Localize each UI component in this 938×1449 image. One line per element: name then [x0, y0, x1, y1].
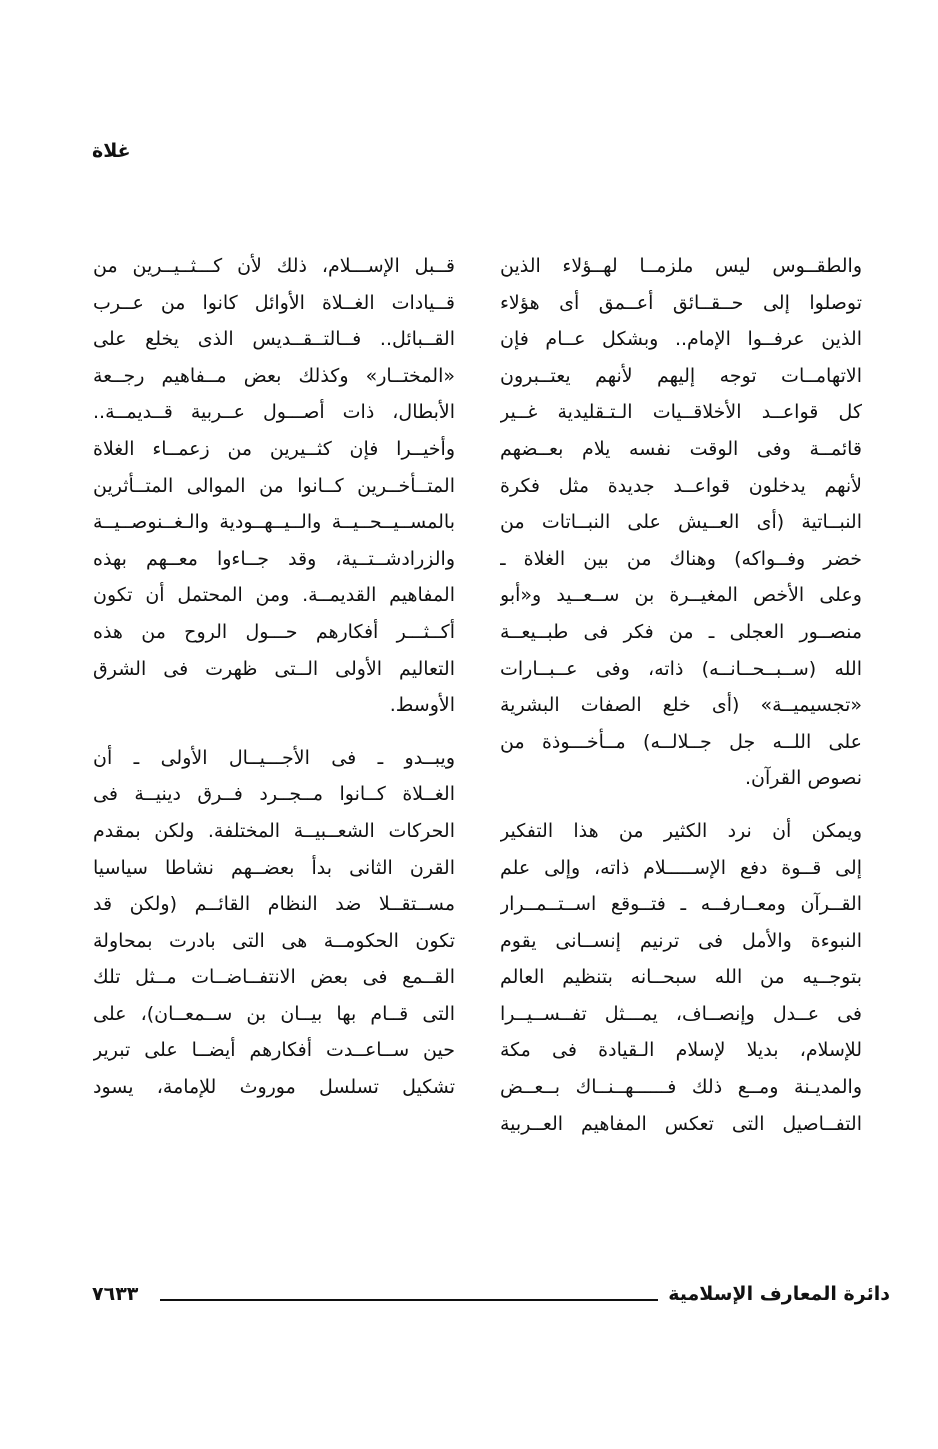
- text-line: لأنهم يدخلون قواعــد جديدة مثل فكرة: [500, 474, 862, 497]
- text-line: الأوسط.: [389, 694, 455, 717]
- text-line: والمديـنة ومــع ذلك فــــــهــنــاك بــعــض: [500, 1076, 862, 1099]
- text-line: الأبطال، ذات أصـــول عــربية قــديمــة..: [93, 401, 455, 424]
- text-line: القــبائل.. فــالتــقــديس الذى يخلع على: [93, 328, 455, 351]
- text-line: فى عــدل وإنصــاف، يمـــثل تفــســيــرا: [500, 1002, 862, 1025]
- text-line: الذين عرفــوا الإمام.. وبشكل عــام فإن: [500, 328, 862, 351]
- text-line: والزرادشــتــية، وقد جــاءوا معــهم بهذه: [93, 547, 455, 570]
- running-title: غلاة: [92, 140, 131, 162]
- paragraph: [500, 813, 862, 1142]
- paragraph: [93, 740, 455, 1106]
- paragraph-gap: [93, 724, 455, 740]
- text-line: بتوجــيه من الله سبحــانه بتنظيم العالم: [500, 966, 862, 989]
- text-line: خضر وفــواكه) وهناك من بين الغلاة ـ: [500, 547, 862, 570]
- text-line: إلى قــوة دفع الإســـــلام ذاته، وإلى علم: [500, 856, 862, 879]
- text-line: كل قواعــد الأخلاقــيات الـتـقليدية غــير: [500, 401, 862, 424]
- text-line: قائمــة وفى الوقت نفسه يلام بعــضهم: [500, 437, 862, 460]
- text-line: للإسلام، بديلا لإسلام الـقيادة فى مكة: [500, 1039, 862, 1062]
- text-line: منصــور العجلى ـ من فكر فى طبــيعــة: [500, 620, 862, 643]
- text-line: حين ســاعــدت أفكارهم أيضــا على تبرير: [93, 1039, 455, 1062]
- text-line: توصلوا إلى حــقــائق أعــمق أى هؤلاء: [500, 291, 862, 314]
- page-footer: [92, 1283, 890, 1313]
- text-line: وعلى الأخص المغيــرة بن ســعــيد و«أبو: [500, 584, 862, 607]
- text-line: وأخيــرا فإن كثــيرين من زعمــاء الغلاة: [93, 437, 455, 460]
- text-line: الغــلاة كــانوا مــجــرد فــرق دينيــة فى: [93, 783, 455, 806]
- running-header: [92, 140, 131, 162]
- text-line: بالمســيــحــيــة والــيــهــودية والـغــنوصــيــة: [93, 511, 455, 534]
- text-line: التفــاصيل التى تعكس المفاهيم العــربية: [500, 1112, 862, 1135]
- text-line: مســتقــلا ضد النظام القائــم (ولكن قد: [93, 893, 455, 916]
- text-line: قــيادات الغــلاة الأوائل كانوا من عــرب: [93, 291, 455, 314]
- text-line: التعاليم الأولى الــتى ظهرت فى الشرق: [93, 657, 455, 680]
- text-line: تكون الحكومــة هى التى بادرت بمحاولة: [93, 929, 455, 952]
- text-line: القــمع فى بعض الانتفــاضــات مــثل تلك: [93, 966, 455, 989]
- text-line: نصوص القرآن.: [744, 767, 862, 790]
- text-line: على اللــه جل جــلالــه) مــأخـــوذة من: [500, 730, 862, 753]
- text-line: التى قــام بها بيــان بن ســمعــان)، على: [93, 1002, 455, 1025]
- publication-title: دائرة المعارف الإسلامية: [668, 1283, 890, 1305]
- text-line: قــبل الإســـلام، ذلك لأن كـــثــيــرين من: [93, 255, 455, 277]
- paragraph: [500, 248, 862, 797]
- text-line: أكــثـــر أفكارهم حـــول الروح من هذه: [93, 620, 455, 643]
- text-line: المفاهيم القديمــة. ومن المحتمل أن تكون: [93, 584, 455, 607]
- paragraph-gap: [500, 797, 862, 813]
- text-line: والطقــوس ليس ملزمــا لهــؤلاء الذين: [500, 255, 862, 277]
- paragraph: [93, 248, 455, 724]
- text-line: ويبــدو ـ فى الأجـــيــال الأولى ـ أن: [93, 746, 455, 769]
- text-line: ويمكن أن نرد الكثير من هذا التفكير: [500, 819, 862, 842]
- text-line: المتــأخــرين كــانوا من الموالى المتــأثرين: [93, 474, 455, 497]
- text-line: النبوءة والأمل فى ترنيم إنســانى يقوم: [500, 929, 862, 952]
- text-column-left: [93, 248, 455, 1106]
- text-line: القرن الثانى بدأ بعضــهم نشاطا سياسيا: [93, 856, 455, 879]
- page-number: ٧٦٣٣: [92, 1283, 139, 1305]
- footer-divider: [160, 1299, 658, 1301]
- text-line: تشكيل تسلسل موروث للإمامة، يسود: [93, 1076, 455, 1099]
- text-line: «المختــار» وكذلك بعض مــفاهيم رجــعة: [93, 364, 455, 387]
- text-line: الاتهامــات توجه إليهم لأنهم يعتــبرون: [500, 364, 862, 387]
- text-line: القــرآن ومعــارفــه ـ فتــوقع اســتــمــرار: [500, 893, 862, 916]
- text-line: «تجسيميــة» (أى خلع الصفات البشرية: [500, 694, 862, 717]
- text-line: الله (ســبــحــانــه) ذاته، وفى عــبــارات: [500, 657, 862, 680]
- text-column-right: [500, 248, 862, 1142]
- text-line: النبــاتية (أى العــيش على النبــاتات من: [500, 511, 862, 534]
- text-line: الحركات الشعــبيــة المختلفة. ولكن بمقدم: [93, 819, 455, 842]
